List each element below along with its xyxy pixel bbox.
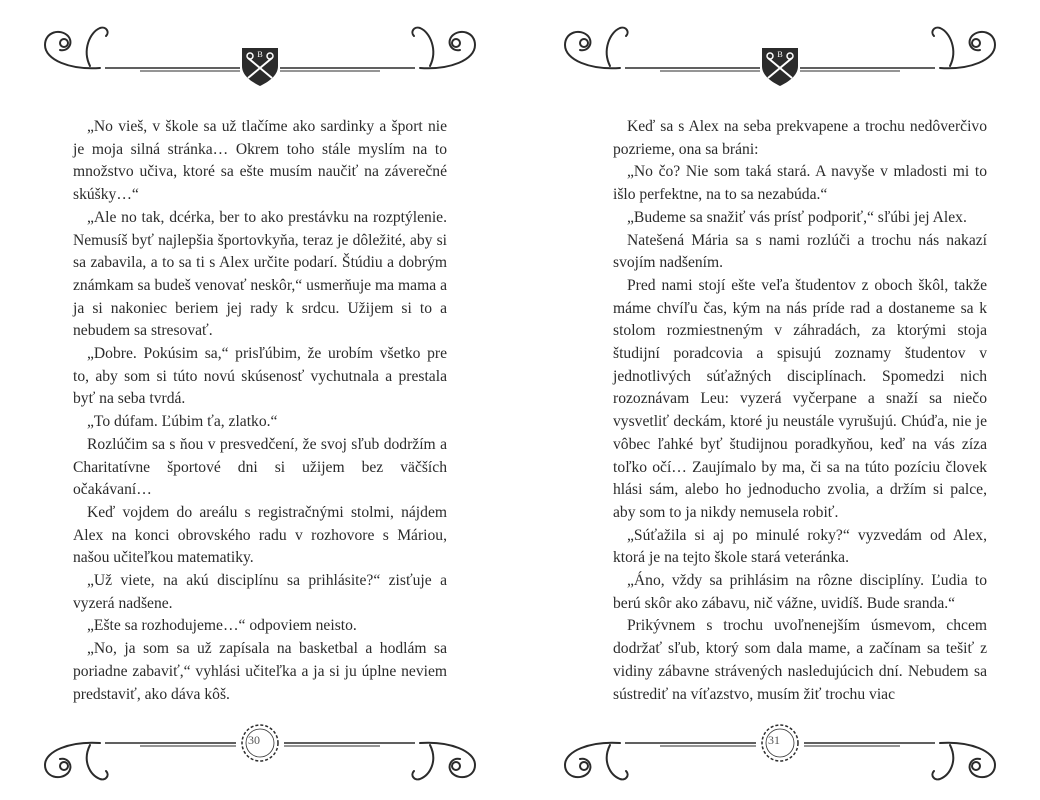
paragraph: „Súťažila si aj po minulé roky?“ vyzvedám od Alex, ktorá je na tejto škole stará veteránka. [613,526,987,567]
emblem-letter-top: B [777,50,783,59]
crest-divider-icon [0,10,520,90]
paragraph: Prikývnem s trochu uvoľnenejším úsmevom, chcem dodržať sľub, ktorý som dala mame, a začínam sa tešiť z vidiny zábavne strávených nasledujúcich dní. Nebudem sa sústrediť na víťazstvo, musím žiť trochu viac [613,617,987,703]
paragraph: Rozlúčim sa s ňou v presvedčení, že svoj sľub dodržím a Charitatívne športové dni si užijem bez väčších očakávaní… [73,435,447,499]
paragraph: „To dúfam. Ľúbim ťa, zlatko.“ [87,413,278,431]
paragraph: „Ale no tak, dcérka, ber to ako prestávku na rozptýlenie. Nemusíš byť najlepšia športovkyňa, teraz je dôležité, aby si sa zabavila, a to sa ti s Alex určite podarí. Štúdiu a dobrým známkam sa budeš venovať neskôr,“ usmerňuje ma mama a ja si nakoniec beriem jej rady k srdcu. Užijem si to a nebudem sa stresovať. [73,208,447,340]
top-ornament-emblem [0,10,520,90]
paragraph: Keď sa s Alex na seba prekvapene a trochu nedôverčivo pozrieme, ona sa bráni: [613,118,987,158]
right-page [520,0,1040,800]
paragraph: „Áno, vždy sa prihlásim na rôzne disciplíny. Ľudia to berú skôr ako zábavu, nič vážne, uvidíš. Bude sranda.“ [613,572,987,612]
emblem-letter-top: B [257,50,263,59]
paragraph: „No vieš, v škole sa už tlačíme ako sardinky a šport nie je moja silná stránka… Okrem toho stále myslím na to množstvo učiva, ktoré sa ešte musím naučiť na záverečné skúšky…“ [73,118,447,204]
paragraph: „Budeme sa snažiť vás prísť podporiť,“ sľúbi jej Alex. [627,208,967,226]
left-page-body [73,116,447,706]
paragraph: Pred nami stojí ešte veľa študentov z oboch škôl, takže máme chvíľu čas, kým na nás príde rad a dostaneme sa k stolom rozmiestneným v záhradách, za ktorými stoja študijní poradcovia a spisujú zoznamy študentov v jednotlivých súťažných disciplínach. Spomedzi nich rozoznávam Leu: vyzerá vyčerpane a snaží sa niečo vysvetliť deckám, ktoré ju neustále vyrušujú. Chúďa, nie je vôbec ľahké byť študijnou poradkyňou, keď na vás zíza toľko očí… Zaujímalo by ma, či sa na túto pozíciu človek hlási sám, alebo ho jednoducho zvolia, a držím si palce, aby som to ja nikdy nemusela robiť. [613,276,987,521]
crest-divider-icon [520,10,1040,90]
paragraph: Natešená Mária sa s nami rozlúči a trochu nás nakazí svojím nadšením. [613,231,987,272]
paragraph: „No čo? Nie som taká stará. A navyše v mladosti mi to išlo perfektne, na to sa nezabúda.“ [613,163,987,204]
right-page-body [613,116,987,706]
paragraph: „No, ja som sa už zapísala na basketbal a hodlám sa poriadne zabaviť,“ vyhlási učiteľka a ja si ju úplne neviem predstaviť, ako dáva kôš. [73,640,447,703]
top-ornament-emblem [520,10,1040,90]
paragraph: „Dobre. Pokúsim sa,“ prisľúbim, že urobím všetko pre to, aby som si túto novú skúsenosť vychutnala a prestala byť na seba tvrdá. [73,345,447,408]
page-number: 31 [768,733,780,747]
page-number: 30 [248,733,260,747]
paragraph: „Ešte sa rozhodujeme…“ odpoviem neisto. [87,617,357,635]
paragraph: Keď vojdem do areálu s registračnými stolmi, nájdem Alex na konci obrovského radu v rozhovore s Máriou, našou učiteľkou matematiky. [73,503,447,567]
paragraph: „Už viete, na akú disciplínu sa prihlásite?“ zisťuje a vyzerá nadšene. [73,572,447,612]
